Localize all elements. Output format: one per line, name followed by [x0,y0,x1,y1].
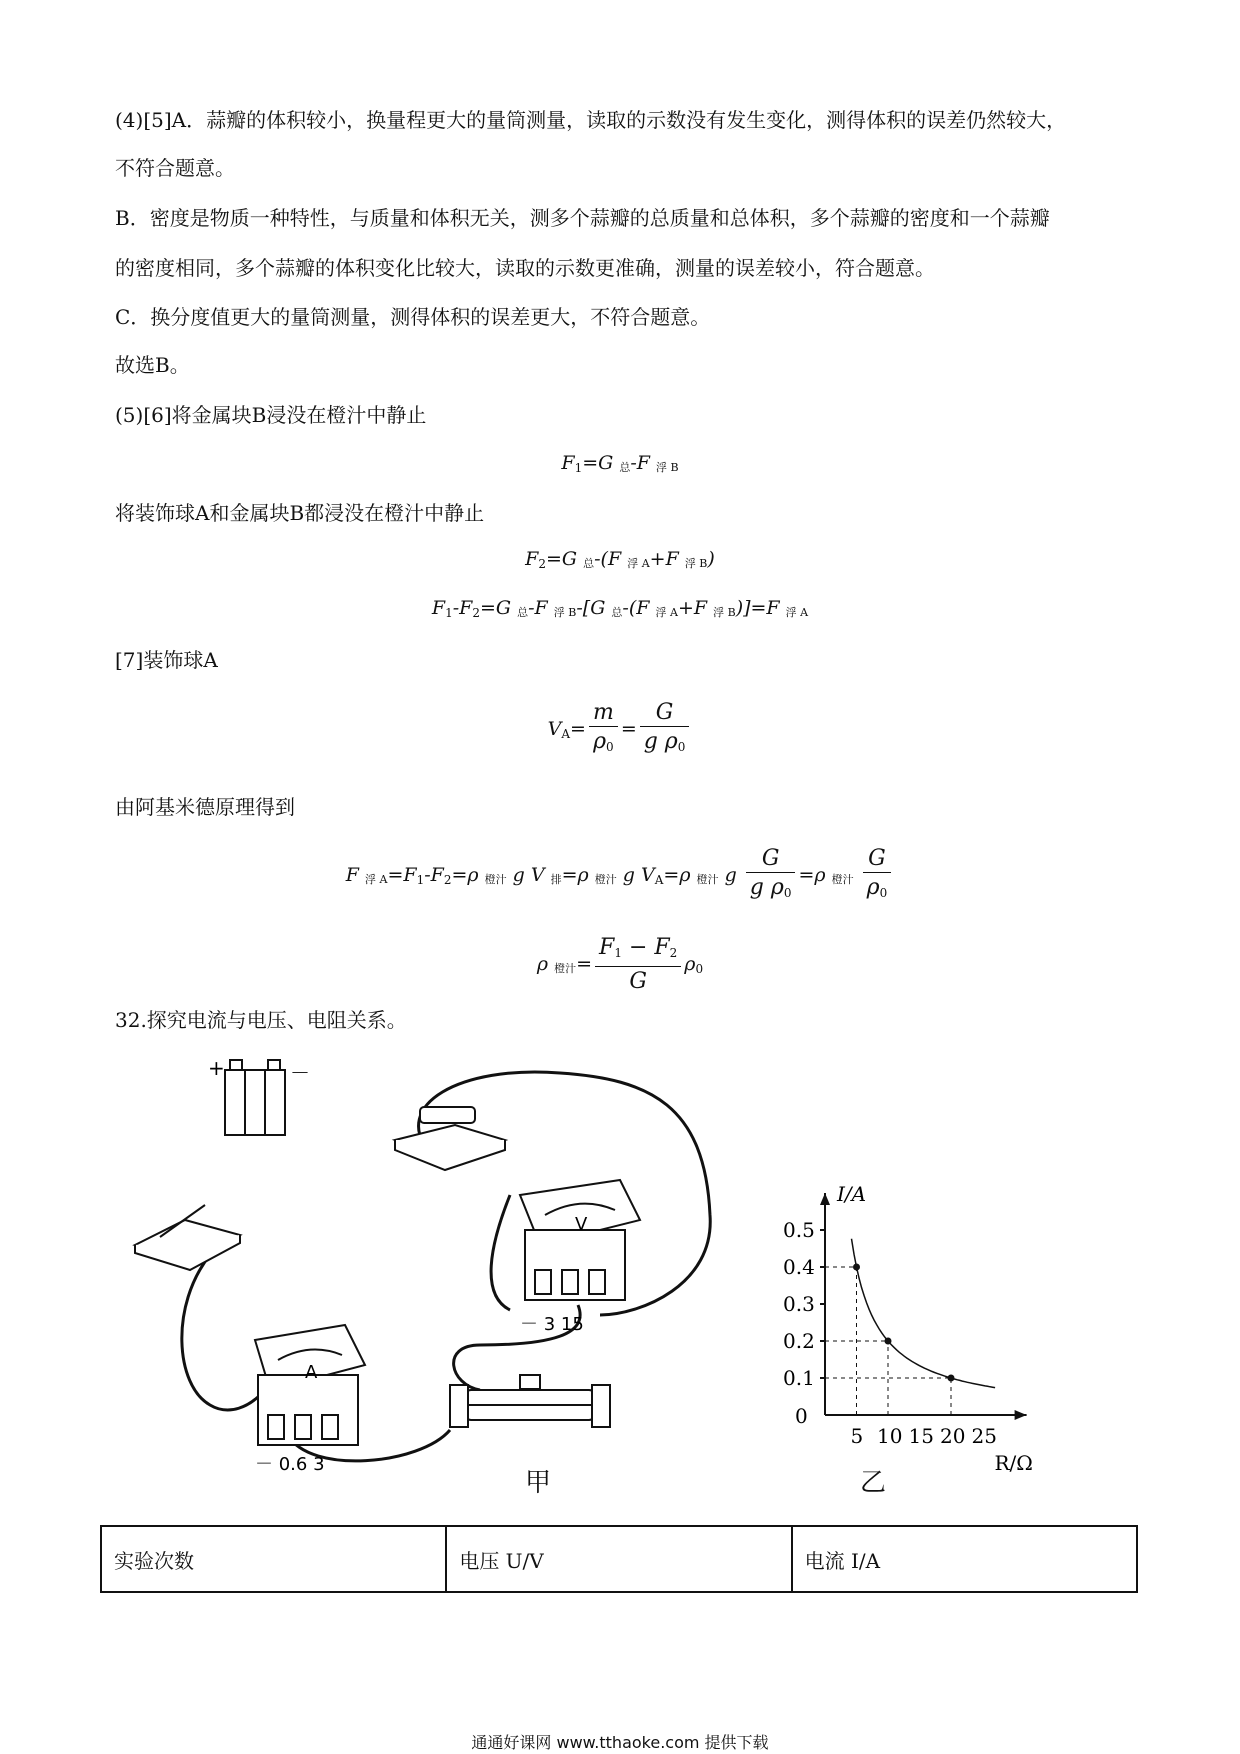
para-b1: B．密度是物质一种特性，与质量和体积无关，测多个蒜瓣的总质量和总体积，多个蒜瓣的密度和一个蒜瓣 [115,206,1050,230]
x-tick-label: 15 [908,1424,934,1448]
switch-icon [135,1205,240,1270]
x-axis-label: R/Ω [994,1451,1033,1475]
voltmeter-letter: V [575,1214,588,1235]
voltmeter-icon [520,1180,640,1300]
para-8: 由阿基米德原理得到 [115,795,295,819]
x-axis-arrow [1015,1410,1027,1420]
footer: 通通好课网 www.tthaoke.com 提供下载 [471,1733,769,1752]
data-table [100,1525,1138,1593]
equation-va: $V_A=$ $\frac{m}{\rho_0}$ = $\frac{G}{g \rho_0}$ [0,700,1240,760]
y-tick-label: 0.5 [783,1218,815,1242]
para-6: 将装饰球A和金属块B都浸没在橙汁中静止 [115,501,485,525]
y-tick-label: 0.1 [783,1366,815,1390]
ammeter-terminals: － 0.6 3 [255,1454,325,1475]
x-tick-label: 20 [940,1424,966,1448]
resistor-icon [395,1107,505,1170]
x-tick-label: 5 [850,1424,864,1448]
rheostat-icon [450,1375,610,1427]
x-tick-label: 10 [877,1424,903,1448]
minus-sign: － [290,1061,310,1085]
para-7: [7]装饰球A [115,648,218,672]
para-4b: 不符合题意。 [115,156,235,180]
para-answer: 故选B。 [115,353,190,377]
ammeter-letter: A [305,1362,318,1383]
equation-buoyancy: F 浮 $A=F_1-F_2=\rho$ 橙汁 g V 排=ρ 橙汁 g $V_A=\rho$ 橙汁 g $\frac{G}{g \rho_0}$ =ρ 橙汁 $\frac{G}{\rho_0}$ [0,846,1240,906]
para-4a: (4)[5]A．蒜瓣的体积较小，换量程更大的量筒测量，读取的示数没有发生变化，测得体积的误差仍然较大， [115,108,1067,132]
equation-f1-f2: $F_1-F_2=G$ 总-F 浮 B-[G 总-(F 浮 A+F 浮 B)]=F 浮 A [431,597,809,620]
circuit-diagram [120,1045,770,1475]
y-axis-label: I/A [837,1182,867,1206]
col-current: 电流 I/A [792,1526,1137,1592]
para-5: (5)[6]将金属块B浸没在橙汁中静止 [115,403,427,427]
equation-f2: $F_2=G$ 总-(F 浮 A+F 浮 B) [525,548,715,571]
voltmeter-terminals: － 3 15 [520,1314,584,1335]
plus-sign: + [208,1056,225,1080]
equation-f1: $F_1=G$ 总-F 浮 B [561,452,679,475]
col-voltage: 电压 U/V [446,1526,791,1592]
y-tick-label: 0.3 [783,1292,815,1316]
figure-label-yi: 乙 [860,1468,887,1498]
figure-label-jia: 甲 [525,1468,552,1498]
x-tick-label: 25 [971,1424,997,1448]
data-point [948,1375,955,1382]
y-tick-label: 0.4 [783,1255,815,1279]
ammeter-icon [255,1325,365,1445]
para-c: C．换分度值更大的量筒测量，测得体积的误差更大，不符合题意。 [115,305,711,329]
para-b2: 的密度相同，多个蒜瓣的体积变化比较大，读取的示数更准确，测量的误差较小，符合题意。 [115,256,935,280]
question-32: 32.探究电流与电压、电阻关系。 [115,1008,407,1032]
origin-label: 0 [795,1404,808,1428]
table-header-row [101,1526,1137,1592]
data-point [853,1264,860,1271]
equation-density: ρ 橙汁= $\frac{F_1 - F_2}{G}$ $\rho_0$ [536,935,704,994]
data-point [885,1338,892,1345]
y-axis-arrow [820,1193,830,1205]
curve-line [852,1239,996,1388]
battery-icon [225,1060,285,1135]
current-resistance-graph [770,1150,1070,1475]
col-trial: 实验次数 [101,1526,446,1592]
y-tick-label: 0.2 [783,1329,815,1353]
